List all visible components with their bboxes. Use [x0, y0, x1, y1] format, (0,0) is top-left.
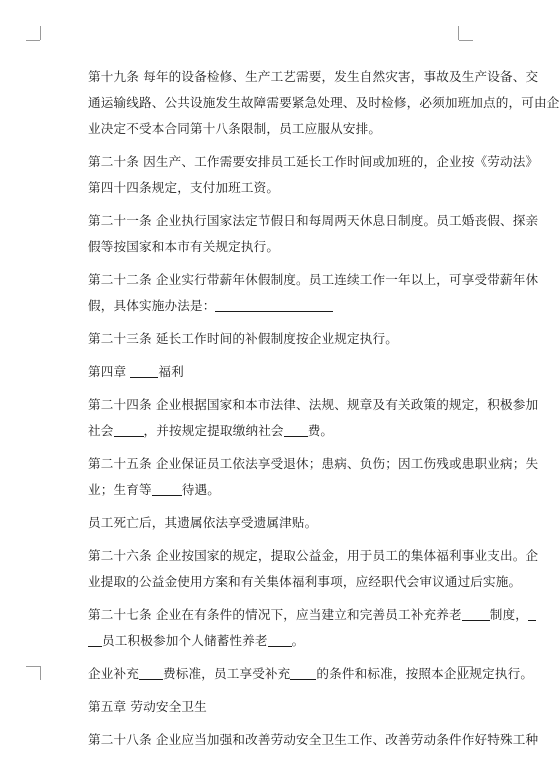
text-run: 第二十四条 企业根据国家和本市法律、法规、规章及有关政策的规定，积极参加: [88, 397, 539, 412]
paragraph-ch4: [62, 359, 444, 385]
paragraph-p27: [62, 602, 528, 654]
paragraph-ch5: [62, 694, 444, 720]
text-line: [62, 208, 539, 234]
text-run: 通运输线路、公共设施发生故障需要紧急处理、及时检修，必须加班加点的，可由企: [88, 95, 560, 110]
text-run: 待遇。: [181, 482, 220, 497]
paragraph-p25b: [62, 510, 444, 536]
text-run: 第二十七条 企业在有条件的情况下，应当建立和完善员工补充养老: [88, 607, 462, 622]
text-run: 假，具体实施办法是：: [88, 298, 216, 313]
text-line: [62, 359, 444, 385]
text-line: [62, 267, 539, 293]
paragraph-p20: [62, 149, 539, 201]
text-line: [62, 64, 539, 90]
fill-in-blank: [528, 606, 536, 621]
text-run: 第二十三条 延长工作时间的补假制度按企业规定执行。: [88, 331, 399, 346]
fill-in-blank: [268, 632, 292, 647]
text-line: [62, 694, 444, 720]
text-line: [62, 149, 539, 175]
text-run: 员工死亡后，其遗属依法享受遗属津贴。: [88, 515, 318, 530]
text-line: [62, 628, 444, 654]
paragraph-p25: [62, 451, 539, 503]
text-run: 业；生育等: [88, 482, 152, 497]
text-run: 第十九条 每年的设备检修、生产工艺需要，发生自然灾害，事故及生产设备、交: [88, 69, 539, 84]
fill-in-blank: [290, 665, 316, 680]
paragraph-p24: [62, 392, 539, 444]
text-line: [62, 392, 539, 418]
text-line: [62, 477, 444, 503]
fill-in-blank: [88, 632, 102, 647]
fill-in-blank: [215, 297, 333, 312]
text-line: [62, 569, 522, 595]
paragraph-p27b: [62, 661, 534, 687]
text-run: 第二十八条 企业应当加强和改善劳动安全卫生工作、改善劳动条件作好特殊工种: [88, 732, 539, 747]
text-line: [62, 326, 444, 352]
text-run: 社会: [88, 423, 114, 438]
text-line: [62, 661, 534, 687]
text-line: [62, 543, 539, 569]
fill-in-blank: [114, 422, 144, 437]
text-run: 费标准，员工享受补充: [162, 666, 291, 681]
text-line: [62, 602, 528, 628]
paragraph-p22: [62, 267, 539, 319]
text-line: [62, 418, 444, 444]
text-line: [62, 116, 444, 142]
text-line: [62, 510, 444, 536]
text-run: 第五章 劳动安全卫生: [88, 699, 207, 714]
text-line: [62, 90, 560, 116]
text-run: 第二十五条 企业保证员工依法享受退休；患病、负伤；因工伤残或患职业病；失: [88, 456, 539, 471]
text-line: [62, 175, 444, 201]
fill-in-blank: [152, 481, 182, 496]
text-line: [62, 727, 539, 753]
text-line: [62, 451, 539, 477]
fill-in-blank: [139, 665, 163, 680]
text-run: ，并按规定提取缴纳社会: [143, 423, 284, 438]
text-line: [62, 293, 444, 319]
paragraph-p19: [62, 64, 560, 142]
paragraph-p23: [62, 326, 444, 352]
fill-in-blank: [284, 422, 308, 437]
text-run: 福利: [158, 364, 184, 379]
text-run: 第二十六条 企业按国家的规定，提取公益金，用于员工的集体福利事业支出。企: [88, 548, 539, 563]
fill-in-blank: [462, 606, 490, 621]
text-run: 第四章: [88, 364, 131, 379]
text-run: 员工积极参加个人储蓄性养老: [102, 633, 268, 648]
text-run: 第二十一条 企业执行国家法定节假日和每周两天休息日制度。员工婚丧假、探亲: [88, 213, 539, 228]
text-run: 业提取的公益金使用方案和有关集体福利事项，应经职代会审议通过后实施。: [88, 574, 522, 589]
text-run: 企业补充: [88, 666, 139, 681]
fill-in-blank: [130, 363, 158, 378]
text-run: 费。: [307, 423, 334, 438]
document-body: [62, 64, 560, 760]
text-run: 业决定不受本合同第十八条限制，员工应服从安排。: [88, 121, 382, 136]
text-run: 假等按国家和本市有关规定执行。: [88, 239, 280, 254]
text-run: 第四十四条规定，支付加班工资。: [88, 180, 280, 195]
text-run: 。: [291, 633, 305, 648]
text-run: 制度，: [489, 607, 528, 622]
text-run: 第二十条 因生产、工作需要安排员工延长工作时间或加班的，企业按《劳动法》: [88, 154, 539, 169]
paragraph-p26: [62, 543, 539, 595]
text-run: 第二十二条 企业实行带薪年休假制度。员工连续工作一年以上，可享受带薪年休: [88, 272, 539, 287]
text-line: [62, 234, 444, 260]
paragraph-p28: [62, 727, 539, 753]
text-run: 的条件和标准，按照本企业规定执行。: [316, 666, 534, 681]
paragraph-p21: [62, 208, 539, 260]
